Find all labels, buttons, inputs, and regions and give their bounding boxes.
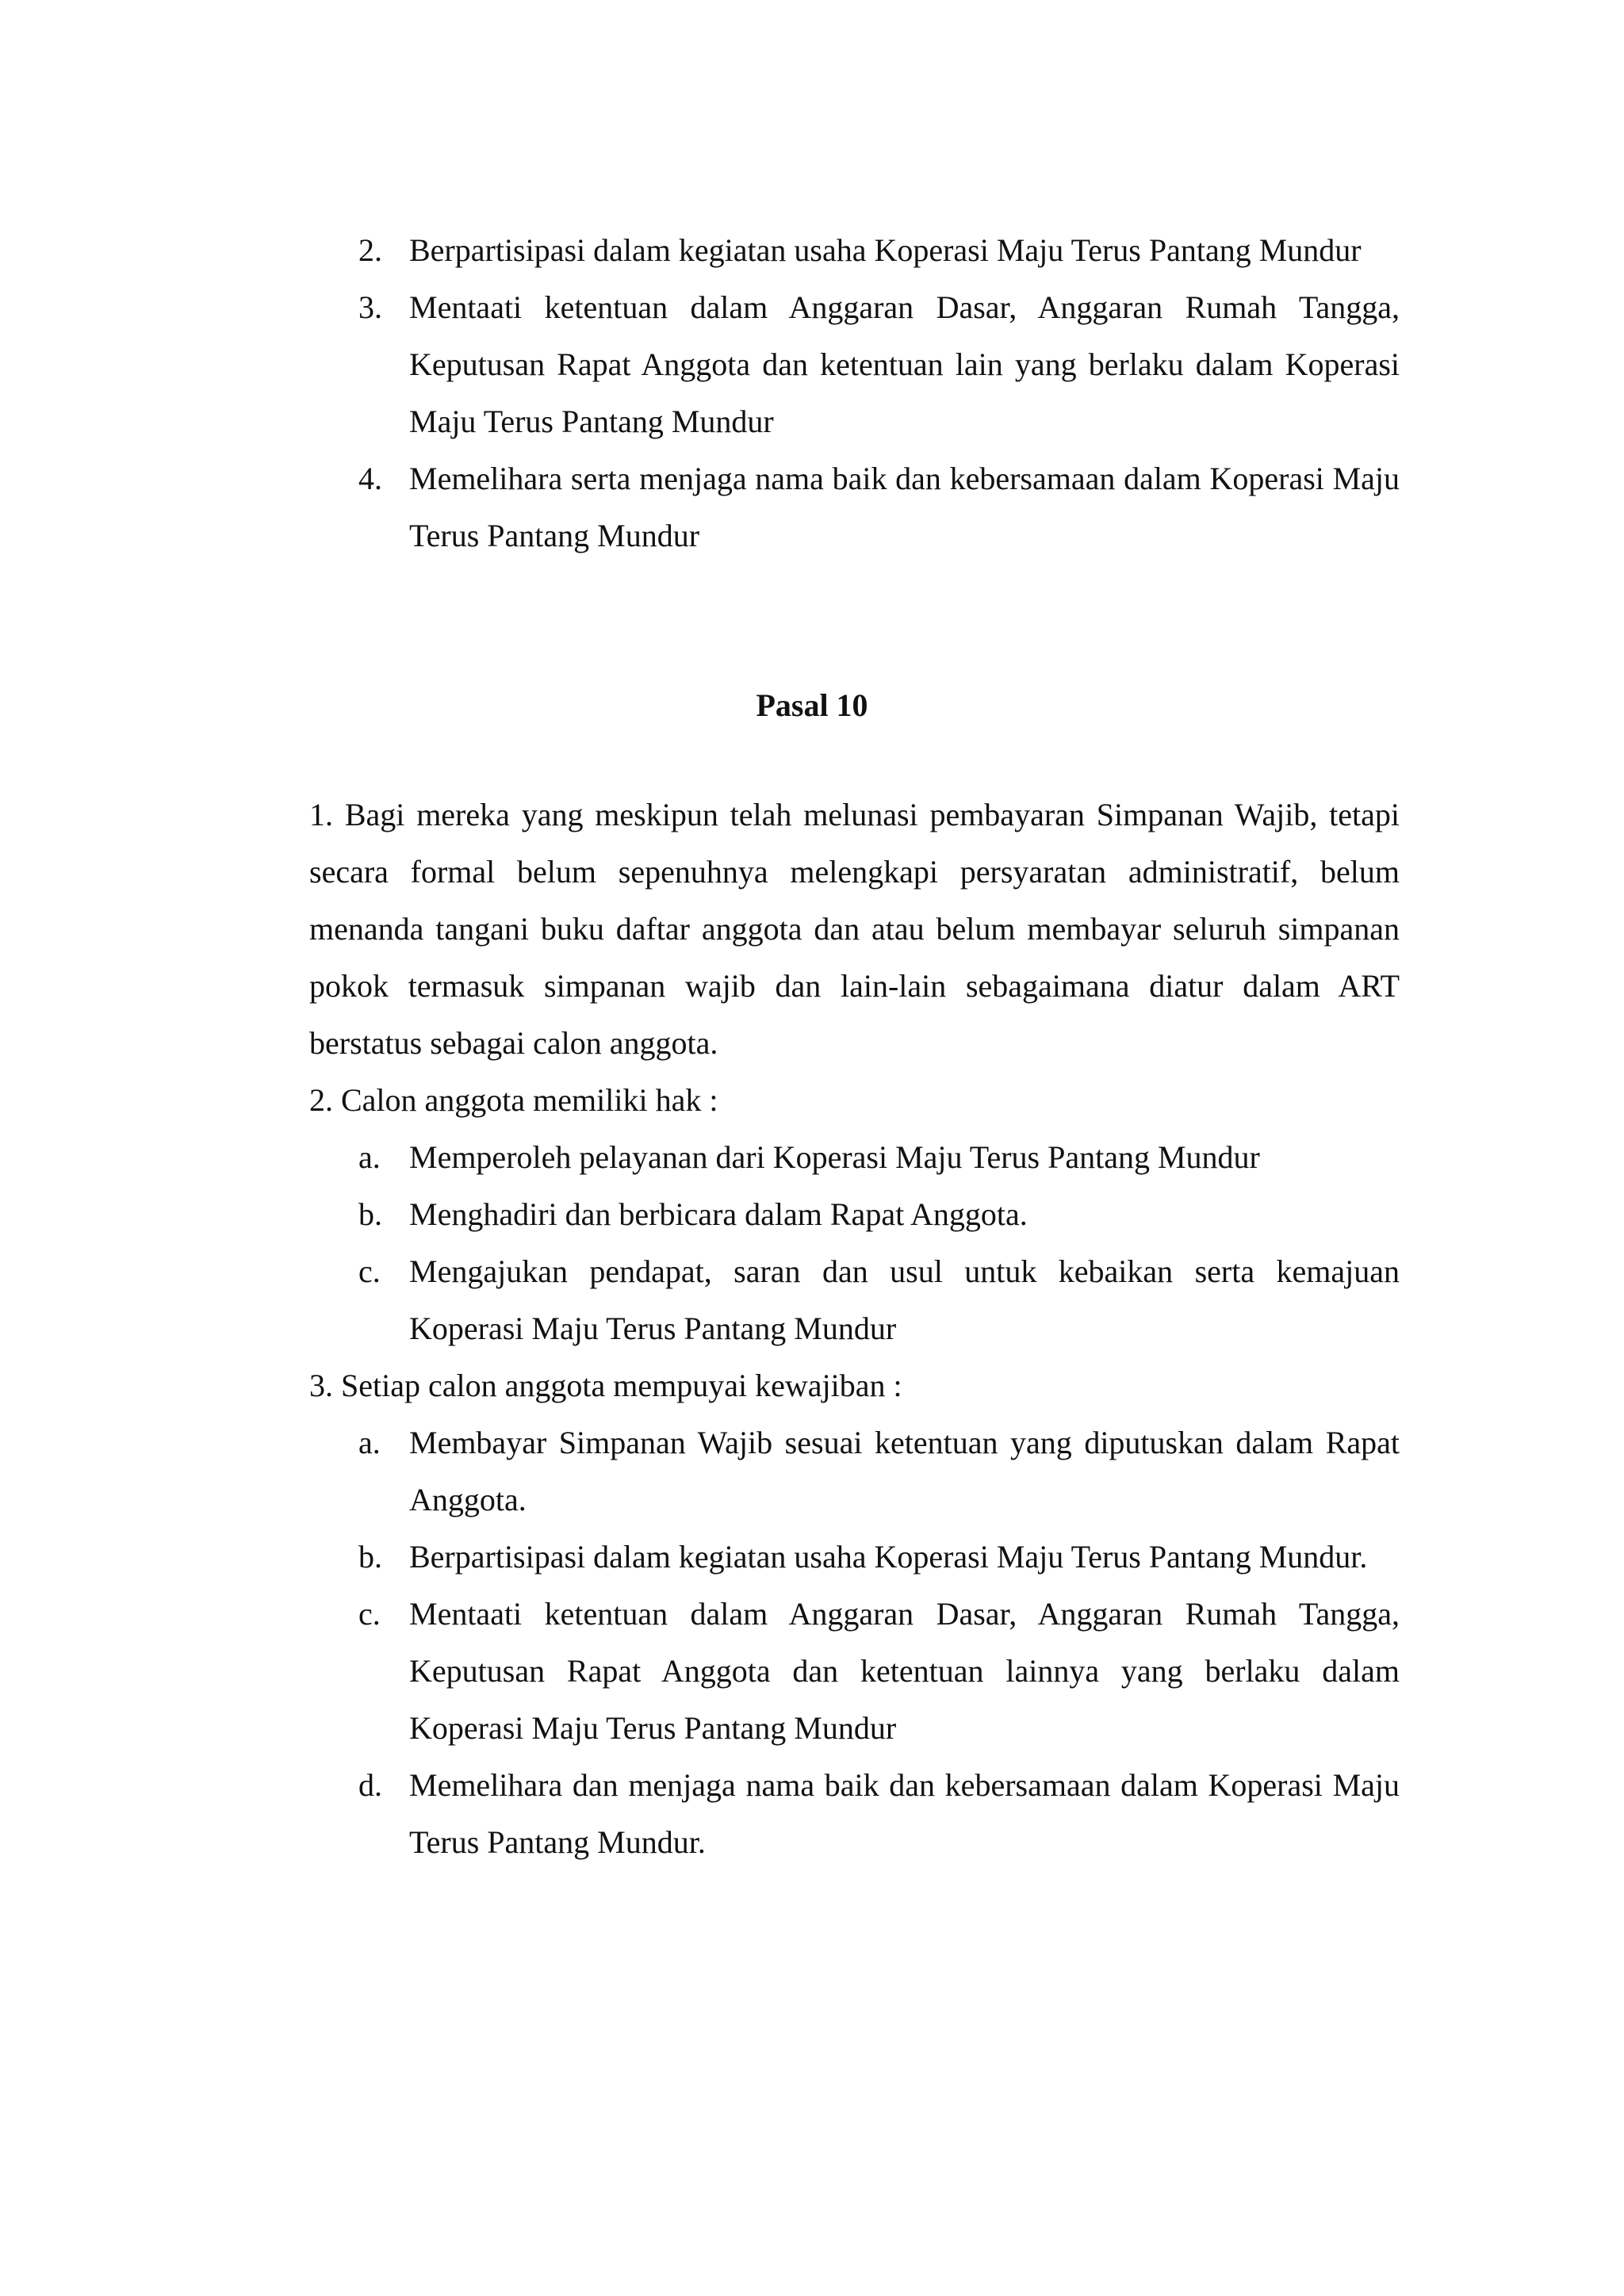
list-item-text: Memelihara serta menjaga nama baik dan kebersamaan dalam Koperasi Maju Terus Pantang Mundur bbox=[409, 461, 1400, 553]
paragraph-2: 2. Calon anggota memiliki hak : bbox=[309, 1082, 718, 1118]
list-marker: c. bbox=[358, 1253, 381, 1289]
list-item-text: Memperoleh pelayanan dari Koperasi Maju Terus Pantang Mundur bbox=[409, 1139, 1260, 1175]
list-item bbox=[309, 222, 1400, 279]
list-item bbox=[309, 450, 1400, 564]
list-item-text: Mentaati ketentuan dalam Anggaran Dasar, Anggaran Rumah Tangga, Keputusan Rapat Anggota dan ketentuan lain yang berlaku dalam Koperasi Maju Terus Pantang Mundur bbox=[409, 289, 1400, 439]
list-marker: 4. bbox=[358, 461, 382, 496]
list-item bbox=[309, 1529, 1400, 1586]
list-marker: a. bbox=[358, 1425, 381, 1460]
list-item-text: Mentaati ketentuan dalam Anggaran Dasar, Anggaran Rumah Tangga, Keputusan Rapat Anggota dan ketentuan lainnya yang berlaku dalam Koperasi Maju Terus Pantang Mundur bbox=[409, 1596, 1400, 1746]
list-item bbox=[309, 1186, 1400, 1243]
list-item bbox=[309, 1243, 1400, 1357]
list-item-text: Memelihara dan menjaga nama baik dan kebersamaan dalam Koperasi Maju Terus Pantang Mundur. bbox=[409, 1767, 1400, 1860]
list-marker: 2. bbox=[358, 232, 382, 268]
paragraph-3: 3. Setiap calon anggota mempuyai kewajiban : bbox=[309, 1368, 902, 1403]
list-item-text: Berpartisipasi dalam kegiatan usaha Koperasi Maju Terus Pantang Mundur. bbox=[409, 1539, 1368, 1575]
list-marker: b. bbox=[358, 1196, 382, 1232]
list-item-text: Membayar Simpanan Wajib sesuai ketentuan yang diputuskan dalam Rapat Anggota. bbox=[409, 1425, 1400, 1517]
list-item bbox=[309, 1414, 1400, 1529]
list-marker: 3. bbox=[358, 289, 382, 325]
obligations-list-continued bbox=[309, 222, 1400, 564]
list-item-text: Menghadiri dan berbicara dalam Rapat Anggota. bbox=[409, 1196, 1028, 1232]
list-marker: d. bbox=[358, 1767, 382, 1803]
paragraph-1: 1. Bagi mereka yang meskipun telah melunasi pembayaran Simpanan Wajib, tetapi secara formal belum sepenuhnya melengkapi persyaratan administratif, belum menanda tangani buku daftar anggota dan atau belum membayar seluruh simpanan pokok termasuk simpanan wajib dan lain-lain sebagaimana diatur dalam ART berstatus sebagai calon anggota. bbox=[309, 797, 1400, 1061]
list-item bbox=[309, 279, 1400, 450]
section-body bbox=[309, 786, 1400, 1871]
section-heading: Pasal 10 bbox=[756, 687, 868, 723]
list-item bbox=[309, 1586, 1400, 1757]
list-marker: b. bbox=[358, 1539, 382, 1575]
list-item bbox=[309, 1757, 1400, 1871]
list-marker: a. bbox=[358, 1139, 381, 1175]
list-item-text: Berpartisipasi dalam kegiatan usaha Koperasi Maju Terus Pantang Mundur bbox=[409, 232, 1362, 268]
list-item-text: Mengajukan pendapat, saran dan usul untuk kebaikan serta kemajuan Koperasi Maju Terus Pantang Mundur bbox=[409, 1253, 1400, 1346]
list-marker: c. bbox=[358, 1596, 381, 1632]
list-item bbox=[309, 1129, 1400, 1186]
